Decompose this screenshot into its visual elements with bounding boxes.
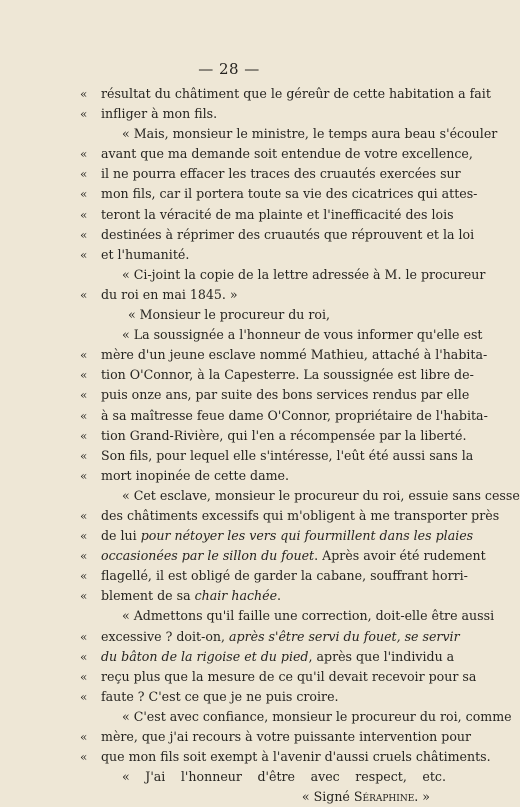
line-text	[0, 305, 458, 325]
line-text	[122, 265, 486, 285]
line-text	[101, 466, 446, 486]
line-plain: de lui	[101, 528, 141, 544]
quote-mark: «	[80, 689, 88, 704]
line-text	[101, 506, 500, 526]
line-plain: excessive ? doit-on,	[101, 628, 230, 644]
text-line	[0, 124, 498, 144]
quote-mark: «	[80, 167, 88, 182]
text-line	[0, 486, 520, 506]
quote-mark: «	[80, 348, 88, 363]
line-plain: il ne pourra effacer les traces des cruautés exercées sur	[101, 166, 461, 182]
quote-mark: «	[80, 508, 88, 523]
line-text	[101, 144, 473, 164]
line-plain: tion O'Connor, à la Capesterre. La soussignée est libre de-	[101, 367, 474, 383]
line-plain: destinées à réprimer des cruautés que réprouvent et la loi	[101, 226, 475, 242]
text-line	[0, 205, 458, 225]
line-text	[122, 325, 483, 345]
text-line	[0, 687, 458, 707]
quote-mark: «	[80, 107, 88, 122]
text-line	[0, 586, 458, 606]
line-text	[122, 606, 495, 626]
quote-mark: «	[80, 147, 88, 162]
text-line	[0, 506, 500, 526]
line-text	[101, 245, 446, 265]
line-text	[101, 627, 460, 647]
text-line	[0, 345, 488, 365]
text-line	[0, 225, 475, 245]
line-text	[101, 225, 475, 245]
line-plain: « J'ai l'honneur d'être avec respect, etc.	[122, 769, 446, 785]
text-line	[0, 426, 467, 446]
quote-mark: «	[80, 227, 88, 242]
line-plain: résultat du châtiment que le géreûr de cette habitation a fait	[101, 86, 491, 101]
text-line	[0, 546, 486, 566]
line-text	[101, 727, 472, 747]
line-text	[101, 647, 455, 667]
text-line	[0, 285, 458, 305]
line-plain: reçu plus que la mesure de ce qu'il devait recevoir pour sa	[101, 668, 477, 684]
line-text	[101, 426, 467, 446]
text-line	[0, 707, 512, 727]
line-plain: « Mais, monsieur le ministre, le temps aura beau s'écouler	[122, 126, 498, 142]
line-text	[101, 164, 461, 184]
line-text	[0, 787, 430, 807]
line-text	[122, 486, 520, 506]
line-plain: du roi en mai 1845. »	[101, 286, 238, 302]
line-plain: et l'humanité.	[101, 246, 190, 262]
quote-mark: «	[80, 750, 88, 765]
quote-mark: «	[80, 529, 88, 544]
line-italic: du bâton de la rigoise et du pied	[101, 648, 309, 664]
quote-mark: «	[80, 428, 88, 443]
line-italic: chair hachée	[194, 588, 278, 604]
line-italic: occasionées par le sillon du fouet	[101, 548, 315, 564]
text-line	[0, 747, 491, 767]
quote-mark: «	[80, 388, 88, 403]
line-plain: infliger à mon fils.	[101, 106, 218, 122]
line-plain: des châtiments excessifs qui m'obligent à me transporter près	[101, 507, 500, 523]
line-plain-rest: . Après avoir été rudement	[314, 548, 486, 564]
line-text	[101, 546, 486, 566]
line-text	[122, 707, 512, 727]
line-text	[101, 84, 491, 104]
quote-mark: «	[80, 287, 88, 302]
text-body	[0, 84, 520, 807]
text-line	[0, 667, 477, 687]
line-text	[101, 385, 470, 405]
line-plain: avant que ma demande soit entendue de votre excellence,	[101, 146, 473, 162]
text-line	[0, 526, 474, 546]
line-plain: « Admettons qu'il faille une correction, doit-elle être aussi	[122, 608, 495, 624]
quote-mark: «	[80, 629, 88, 644]
quote-mark: «	[80, 408, 88, 423]
text-line	[0, 164, 461, 184]
line-plain: « Cet esclave, monsieur le procureur du roi, essuie sans cesse	[122, 487, 520, 503]
line-italic: pour nétoyer les vers qui fourmillent dans les plaies	[140, 528, 474, 544]
text-line	[0, 184, 478, 204]
quote-mark: «	[80, 730, 88, 744]
line-plain: « Ci-joint la copie de la lettre adressée à M. le procureur	[122, 266, 486, 282]
line-plain-rest: .	[277, 588, 282, 604]
line-text	[101, 667, 477, 687]
text-line	[0, 727, 472, 747]
line-text	[101, 566, 468, 586]
text-line	[0, 606, 495, 626]
text-line	[0, 144, 473, 164]
line-text	[101, 184, 478, 204]
text-line	[0, 104, 458, 124]
line-plain: mère d'un jeune esclave nommé Mathieu, attaché à l'habita-	[101, 347, 488, 363]
line-plain: « Monsieur le procureur du roi,	[127, 307, 331, 323]
signature-name: Séraphine	[353, 789, 415, 805]
quote-mark: «	[80, 649, 88, 664]
line-text	[122, 767, 446, 787]
line-text	[101, 345, 488, 365]
text-line	[0, 647, 458, 667]
text-line	[0, 566, 468, 586]
line-text	[101, 586, 446, 606]
quote-mark: «	[80, 589, 88, 604]
line-plain: « C'est avec confiance, monsieur le procureur du roi, comme	[122, 708, 512, 724]
quote-mark: «	[80, 669, 88, 684]
text-line	[0, 385, 470, 405]
quote-mark: «	[80, 87, 88, 101]
text-line	[0, 627, 458, 647]
line-text	[101, 747, 491, 767]
line-text	[101, 526, 474, 546]
line-plain-rest: , après que l'individu a	[308, 648, 455, 664]
line-text	[101, 687, 446, 707]
text-line	[0, 365, 474, 385]
text-line	[0, 84, 491, 104]
line-text	[122, 124, 498, 144]
quote-mark: «	[80, 368, 88, 383]
quote-mark: «	[80, 569, 88, 584]
quote-mark: «	[80, 207, 88, 222]
text-line	[0, 767, 458, 787]
line-plain: puis onze ans, par suite des bons services rendus par elle	[101, 387, 470, 403]
quote-mark: «	[80, 549, 88, 564]
text-line	[0, 446, 474, 466]
line-plain: mère, que j'ai recours à votre puissante intervention pour	[101, 729, 472, 744]
line-text	[101, 285, 446, 305]
quote-mark: «	[80, 187, 88, 202]
line-plain: mort inopinée de cette dame.	[101, 467, 290, 483]
text-line	[0, 265, 486, 285]
text-line	[0, 466, 458, 486]
text-line	[0, 305, 458, 325]
line-plain: à sa maîtresse feue dame O'Connor, propriétaire de l'habita-	[101, 407, 488, 423]
line-plain: mon fils, car il portera toute sa vie des cicatrices qui attes-	[101, 186, 478, 202]
text-line	[0, 325, 483, 345]
quote-mark: «	[80, 448, 88, 463]
text-line	[0, 245, 458, 265]
line-plain-rest: . »	[414, 789, 430, 805]
line-text	[101, 446, 474, 466]
text-line	[0, 787, 458, 807]
line-plain: flagellé, il est obligé de garder la cabane, souffrant horri-	[101, 568, 468, 584]
line-plain: « Signé	[301, 789, 354, 805]
page-number: — 28 —	[198, 60, 260, 78]
quote-mark: «	[80, 468, 88, 483]
line-plain: blement de sa	[101, 588, 195, 604]
text-line	[0, 406, 488, 426]
line-plain: « La soussignée a l'honneur de vous informer qu'elle est	[122, 327, 483, 343]
line-text	[101, 104, 446, 124]
line-italic: après s'être servi du fouet, se servir	[229, 628, 460, 644]
line-plain: tion Grand-Rivière, qui l'en a récompensée par la liberté.	[101, 427, 467, 443]
line-text	[101, 205, 454, 225]
line-text	[101, 365, 474, 385]
line-text	[101, 406, 488, 426]
line-plain: faute ? C'est ce que je ne puis croire.	[101, 688, 339, 704]
line-plain: teront la véracité de ma plainte et l'inefficacité des lois	[101, 206, 454, 222]
quote-mark: «	[80, 247, 88, 262]
line-plain: que mon fils soit exempt à l'avenir d'aussi cruels châtiments.	[101, 749, 491, 765]
line-plain: Son fils, pour lequel elle s'intéresse, l'eût été aussi sans la	[101, 447, 474, 463]
